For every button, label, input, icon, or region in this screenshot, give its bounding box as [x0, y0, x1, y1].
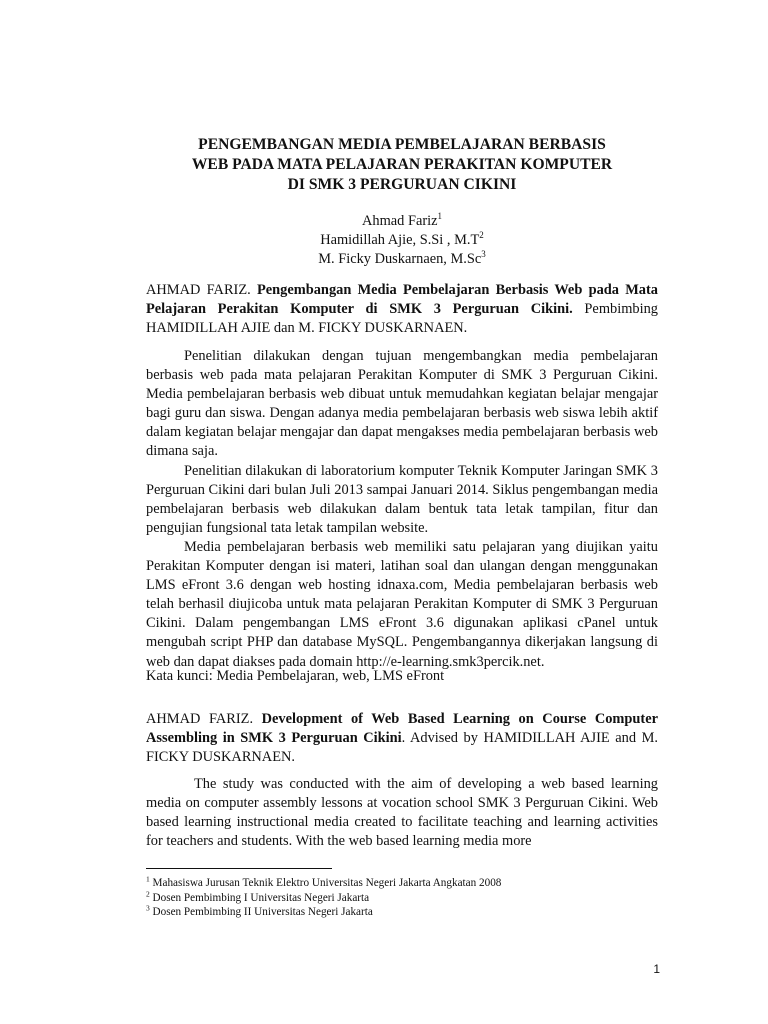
author-2	[146, 231, 658, 250]
abstract-id-header	[146, 281, 658, 338]
footnote-separator	[146, 868, 332, 869]
footnote-number: 2	[146, 888, 150, 898]
abstract-en-advisors: . Advised by HAMIDILLAH AJIE and M. FICKY DUSKARNAEN.	[146, 730, 658, 766]
footnotes	[146, 876, 658, 920]
author-footnote-ref: 3	[481, 249, 486, 260]
paper-title	[146, 135, 658, 195]
author-footnote-ref: 1	[437, 211, 443, 222]
footnote-text: Dosen Pembimbing I Universitas Negeri Jakarta	[149, 891, 370, 904]
footnote-3	[146, 905, 658, 920]
footnote-number: 3	[146, 903, 150, 913]
title-line-1: PENGEMBANGAN MEDIA PEMBELAJARAN BERBASIS	[198, 136, 606, 153]
abstract-en-body	[146, 775, 658, 851]
abstract-en-title: Development of Web Based Learning on Course Computer Assembling in SMK 3 Perguruan Cikini	[146, 711, 658, 747]
abstract-id-author: AHMAD FARIZ.	[146, 282, 251, 298]
author-name: M. Ficky Duskarnaen, M.Sc	[318, 251, 482, 267]
abstract-en-author: AHMAD FARIZ.	[146, 711, 254, 727]
footnote-text: Mahasiswa Jurusan Teknik Elektro Universitas Negeri Jakarta Angkatan 2008	[149, 877, 502, 889]
abstract-en-citation	[146, 710, 658, 767]
abstract-id-paragraph-2: Penelitian dilakukan di laboratorium komputer Teknik Komputer Jaringan SMK 3 Perguruan Cikini dari bulan Juli 2013 sampai Januari 2014. Siklus pengembangan media pembelajaran berbasis web dilakukan dalam bentuk tata letak tampilan, fitur dan pengujian fungsional tata letak tampilan website.	[146, 462, 658, 536]
abstract-id-paragraph-3: Media pembelajaran berbasis web memiliki satu pelajaran yang diujikan yaitu Perakitan Komputer dengan isi materi, latihan soal dan ulangan dengan menggunakan LMS eFront 3.6 dengan web hosting idnaxa.com, Media pembelajaran berbasis web telah berhasil diujicoba untuk mata pelajaran Perakitan Komputer di SMK 3 Perguruan Cikini. Dalam pengembangan LMS eFront 3.6 digunakan aplikasi cPanel untuk mengubah script PHP dan database MySQL. Pengembangannya dikerjakan langsung di web dan dapat diakses pada domain http://e-learning.smk3percik.net.	[146, 538, 658, 670]
author-footnote-ref: 2	[479, 230, 484, 241]
abstract-id-body	[146, 347, 658, 672]
author-3	[146, 250, 658, 269]
footnote-number: 1	[146, 874, 150, 884]
keywords-text: Kata kunci: Media Pembelajaran, web, LMS eFront	[146, 668, 445, 684]
author-name: Ahmad Fariz	[361, 213, 438, 229]
footnote-text: Dosen Pembimbing II Universitas Negeri Jakarta	[149, 906, 373, 919]
footnote-2	[146, 888, 658, 906]
page-number: 1	[653, 962, 660, 976]
abstract-en-header	[146, 710, 658, 767]
keywords	[146, 667, 658, 686]
author-1	[146, 212, 658, 231]
abstract-id-advisors: Pembimbing HAMIDILLAH AJIE dan M. FICKY DUSKARNAEN.	[146, 301, 658, 337]
footnote-1	[146, 876, 658, 891]
title-line-2: WEB PADA MATA PELAJARAN PERAKITAN KOMPUTER	[191, 156, 613, 173]
author-list	[146, 212, 658, 269]
abstract-en-paragraph: The study was conducted with the aim of developing a web based learning media on computer assembly lessons at vocation school SMK 3 Perguruan Cikini. Web based learning instructional media created to facilitate teaching and learning activities for teachers and students. With the web based learning media more	[146, 776, 658, 850]
author-name: Hamidillah Ajie, S.Si , M.T	[320, 232, 480, 248]
abstract-id-title: Pengembangan Media Pembelajaran Berbasis Web pada Mata Pelajaran Perakitan Komputer di SMK 3 Perguruan Cikini.	[146, 282, 658, 318]
abstract-id-citation	[146, 281, 658, 338]
title-line-3: DI SMK 3 PERGURUAN CIKINI	[287, 176, 517, 193]
abstract-id-paragraph-1: Penelitian dilakukan dengan tujuan mengembangkan media pembelajaran berbasis web pada mata pelajaran Perakitan Komputer di SMK 3 Perguruan Cikini. Media pembelajaran berbasis web dibuat untuk memudahkan kegiatan belajar mengajar bagi guru dan siswa. Dengan adanya media pembelajaran berbasis web siswa lebih aktif dalam kegiatan belajar mengajar dan dapat mengakses media pembelajaran berbasis web dimana saja.	[146, 348, 658, 460]
